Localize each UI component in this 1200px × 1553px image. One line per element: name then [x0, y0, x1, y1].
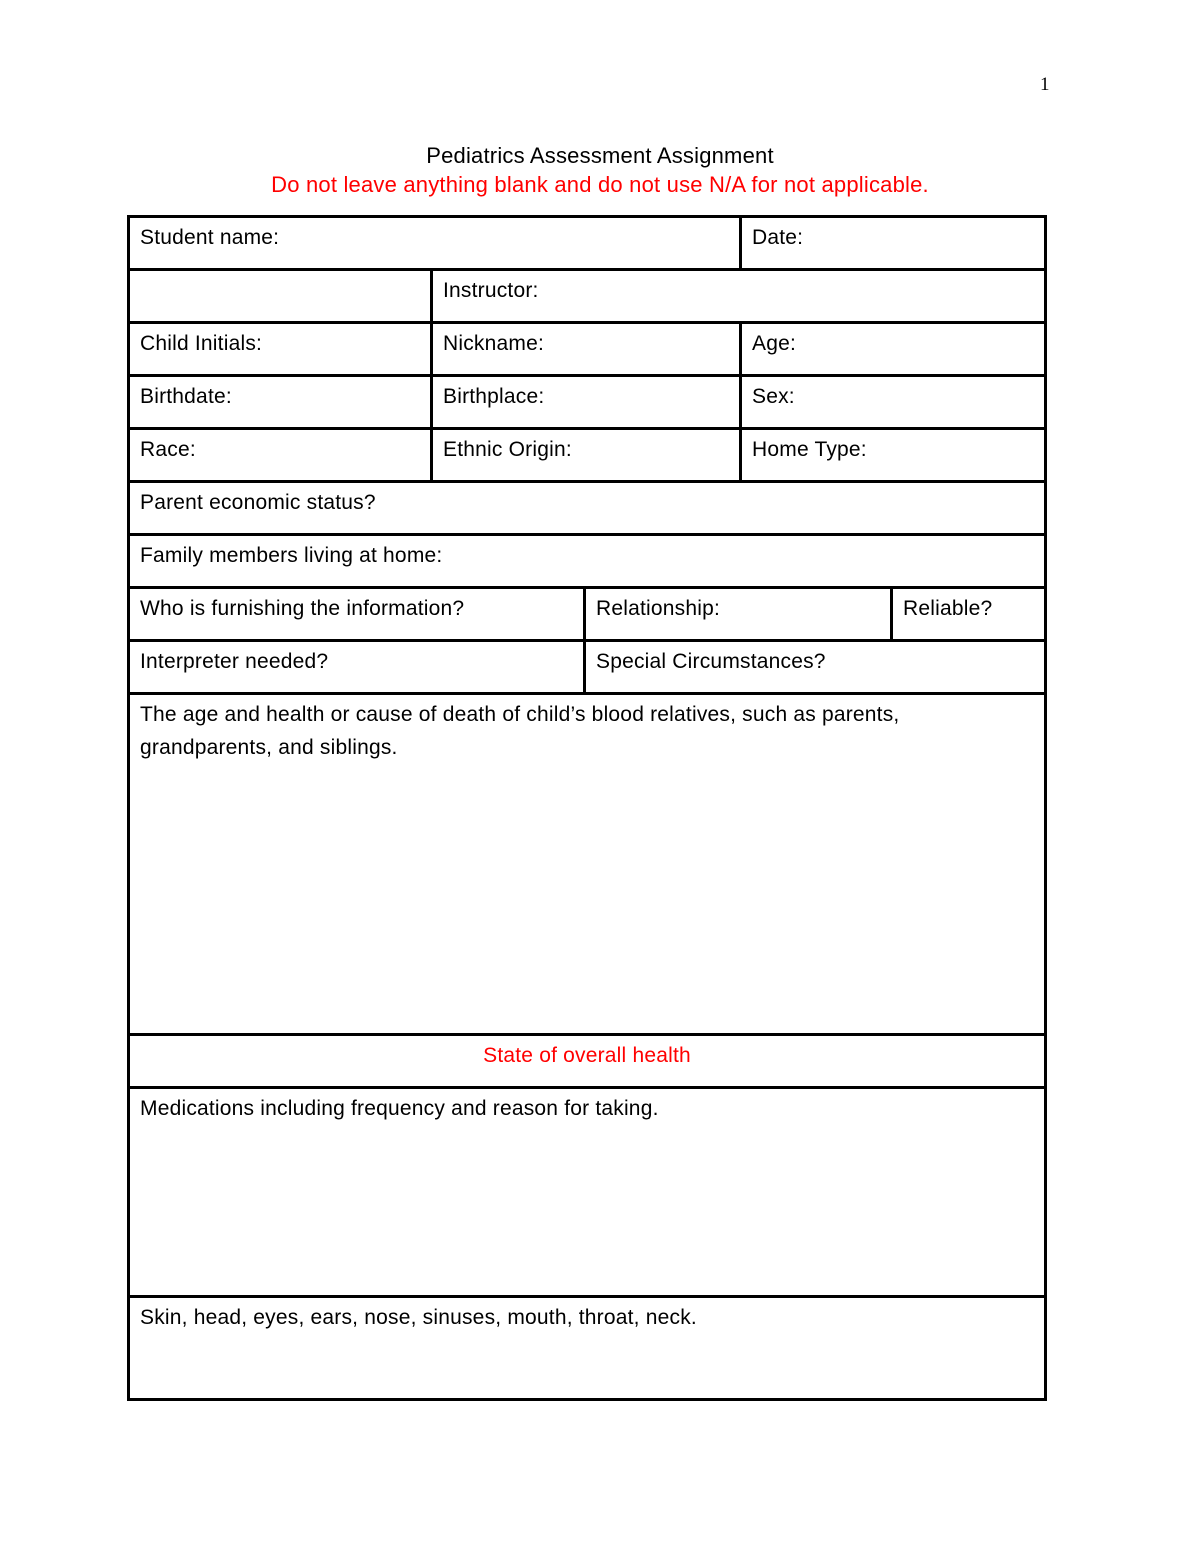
- nickname-label: Nickname:: [443, 332, 544, 355]
- sex-label: Sex:: [752, 385, 795, 408]
- parent-economic-status-field[interactable]: [130, 483, 1044, 533]
- family-members-label: Family members living at home:: [140, 544, 443, 567]
- special-circumstances-field[interactable]: [586, 642, 1044, 692]
- parent-economic-status-label: Parent economic status?: [140, 491, 376, 514]
- overall-health-heading: [130, 1036, 1044, 1086]
- student-name-field[interactable]: [130, 218, 739, 268]
- home-type-label: Home Type:: [752, 438, 867, 461]
- heent-label: Skin, head, eyes, ears, nose, sinuses, mouth, throat, neck.: [140, 1306, 697, 1329]
- date-field[interactable]: [742, 218, 1044, 268]
- age-label: Age:: [752, 332, 796, 355]
- special-circumstances-label: Special Circumstances?: [596, 650, 826, 673]
- ethnic-origin-label: Ethnic Origin:: [443, 438, 572, 461]
- child-initials-field[interactable]: [130, 324, 430, 374]
- instructor-field[interactable]: [433, 271, 1044, 321]
- family-members-field[interactable]: [130, 536, 1044, 586]
- reliable-label: Reliable?: [903, 597, 993, 620]
- birthdate-field[interactable]: [130, 377, 430, 427]
- student-name-label: Student name:: [140, 226, 280, 249]
- birthplace-field[interactable]: [433, 377, 739, 427]
- child-initials-label: Child Initials:: [140, 332, 263, 355]
- race-label: Race:: [140, 438, 196, 461]
- sex-field[interactable]: [742, 377, 1044, 427]
- informant-label: Who is furnishing the information?: [140, 597, 465, 620]
- reliable-field[interactable]: [893, 589, 1044, 639]
- ethnic-origin-field[interactable]: [433, 430, 739, 480]
- date-label: Date:: [752, 226, 804, 249]
- relationship-field[interactable]: [586, 589, 890, 639]
- informant-field[interactable]: [130, 589, 583, 639]
- document-title: Pediatrics Assessment Assignment: [426, 143, 774, 168]
- medications-field[interactable]: [130, 1089, 1044, 1295]
- nickname-field[interactable]: [433, 324, 739, 374]
- medications-label: Medications including frequency and reason for taking.: [140, 1097, 659, 1120]
- page-number: 1: [1040, 74, 1050, 95]
- blank-cell[interactable]: [130, 271, 430, 321]
- relatives-health-field[interactable]: [130, 695, 1044, 1033]
- relationship-label: Relationship:: [596, 597, 721, 620]
- birthdate-label: Birthdate:: [140, 385, 232, 408]
- instructor-label: Instructor:: [443, 279, 539, 302]
- birthplace-label: Birthplace:: [443, 385, 545, 408]
- interpreter-field[interactable]: [130, 642, 583, 692]
- relatives-health-label: The age and health or cause of death of child’s blood relatives, such as parents, grandparents, and siblings.: [140, 703, 900, 759]
- race-field[interactable]: [130, 430, 430, 480]
- instruction-warning: Do not leave anything blank and do not use N/A for not applicable.: [271, 172, 929, 197]
- age-field[interactable]: [742, 324, 1044, 374]
- overall-health-heading-text: State of overall health: [483, 1044, 691, 1067]
- heent-field[interactable]: [130, 1298, 1044, 1398]
- interpreter-label: Interpreter needed?: [140, 650, 329, 673]
- home-type-field[interactable]: [742, 430, 1044, 480]
